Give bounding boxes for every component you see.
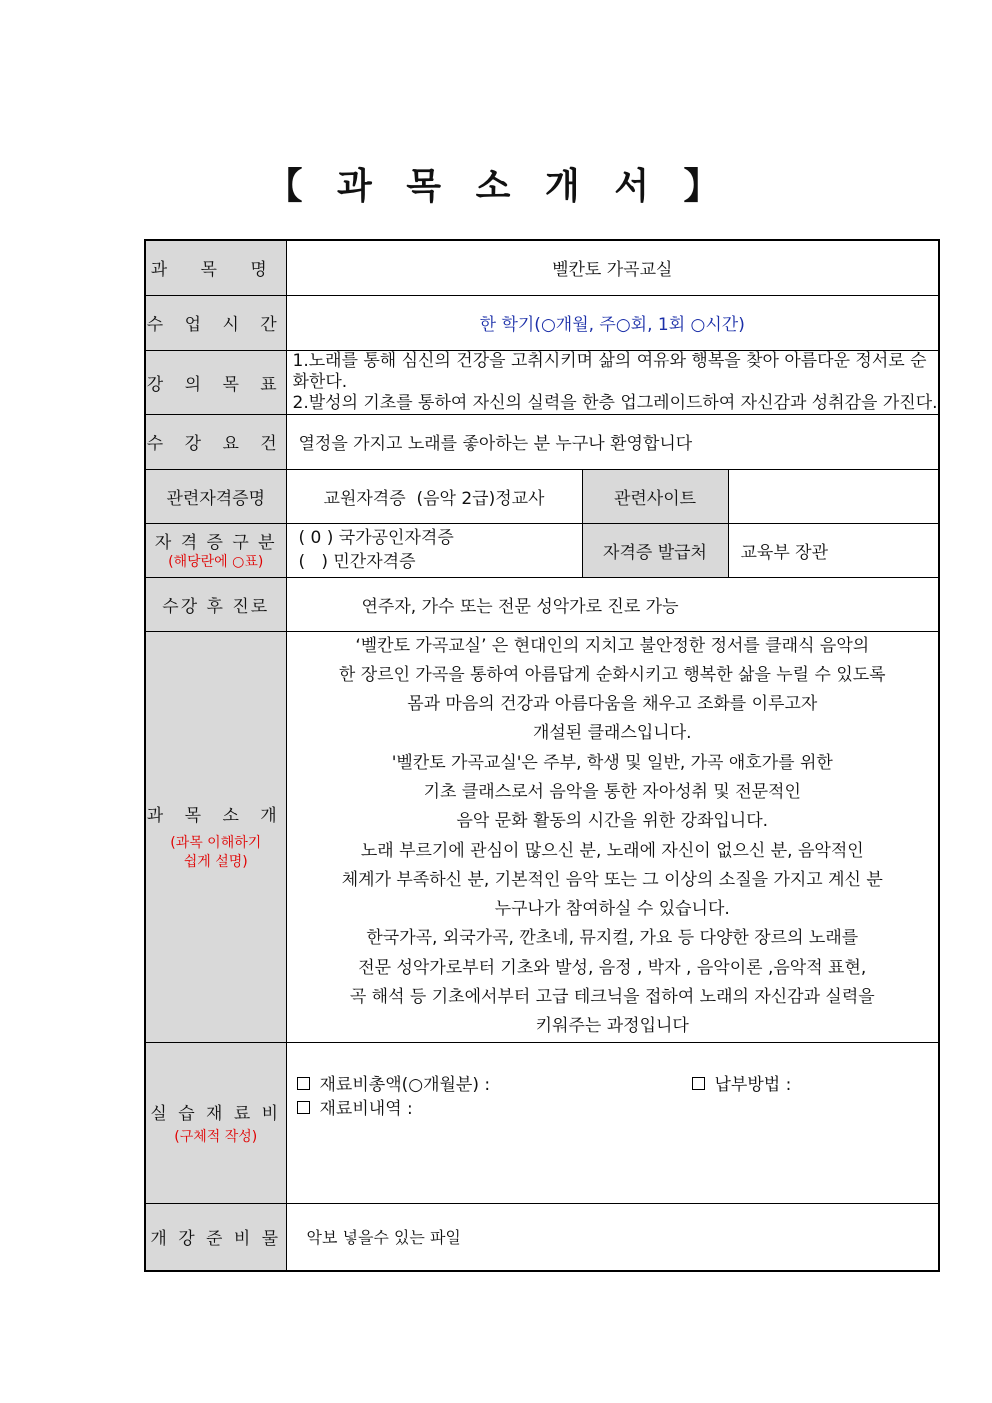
document-title: 【 과 목 소 개 서 】 [266,166,726,207]
checkbox-icon[interactable] [692,1077,705,1090]
row-career [145,577,939,631]
row-cert-type [145,523,939,577]
value-cert-type [286,523,582,577]
intro-line: 키워주는 과정입니다 [535,1016,689,1037]
value-certificate: 교원자격증 (음악 2급)정교사 [286,469,582,523]
label-requirement: 수 강 요 건 [145,414,286,469]
row-goal [145,350,939,414]
row-requirement [145,414,939,469]
row-prep [145,1203,939,1271]
label-goal: 강 의 목 표 [145,350,286,414]
row-subject [145,240,939,295]
label-prep: 개 강 준 비 물 [145,1203,286,1271]
intro-line: 개설된 클래스입니다. [532,723,692,744]
label-certificate: 관련자격증명 [145,469,286,523]
value-intro [286,631,939,1042]
label-cert-type: 자 격 증 구 분 (해당란에 ○표) [145,523,286,577]
intro-line: 음악 문화 활동의 시간을 위한 강좌입니다. [456,811,769,832]
intro-line: '벨칸토 가곡교실'은 주부, 학생 및 일반, 가곡 애호가를 위한 [391,752,833,773]
intro-line: 몸과 마음의 건강과 아름다움을 채우고 조화를 이루고자 [407,694,818,715]
label-materials: 실 습 재 료 비 (구체적 작성) [145,1042,286,1203]
label-intro: 과 목 소 개 (과목 이해하기 쉽게 설명) [145,631,286,1042]
goal-line-2: 2.발성의 기초를 통하여 자신의 실력을 한층 업그레이드하여 자신감과 성취감을 가진다. [292,392,938,413]
materials-detail: 재료비내역 : [319,1098,413,1119]
value-materials [286,1042,939,1203]
row-time [145,295,939,350]
checkbox-icon[interactable] [297,1077,310,1090]
value-subject: 벨칸토 가곡교실 [286,240,939,295]
label-issuer: 자격증 발급처 [582,523,728,577]
cert-type-note: (해당란에 ○표) [168,554,264,570]
row-materials [145,1042,939,1203]
label-time: 수 업 시 간 [145,295,286,350]
row-certificate [145,469,939,523]
value-requirement: 열정을 가지고 노래를 좋아하는 분 누구나 환영합니다 [286,414,939,469]
intro-line: 체계가 부족하신 분, 기본적인 음악 또는 그 이상의 소질을 가지고 계신 분 [341,869,883,890]
row-intro [145,631,939,1042]
label-subject: 과 목 명 [145,240,286,295]
cert-option-private: ( ) 민간자격증 [298,552,416,572]
value-issuer: 교육부 장관 [728,523,939,577]
materials-payment: 납부방법 : [714,1074,792,1095]
materials-note: (구체적 작성) [174,1128,258,1145]
cert-option-national: ( 0 ) 국가공인자격증 [298,528,454,548]
goal-line-1: 1.노래를 통해 심신의 건강을 고취시키며 삶의 여유와 행복을 찾아 아름다운 정서로 순화한다. [292,350,927,392]
intro-line: 한 장르인 가곡을 통하여 아름답게 순화시키고 행복한 삶을 누릴 수 있도록 [338,664,886,685]
intro-line: 전문 성악가로부터 기초와 발성, 음정 , 박자 , 음악이론 ,음악적 표현, [358,957,867,978]
value-goal [286,350,939,414]
value-site [728,469,939,523]
value-time: 한 학기(○개월, 주○회, 1회 ○시간) [286,295,939,350]
checkbox-icon[interactable] [297,1101,310,1114]
intro-line: 기초 클래스로서 음악을 통한 자아성취 및 전문적인 [423,781,801,802]
intro-line: 노래 부르기에 관심이 많으신 분, 노래에 자신이 없으신 분, 음악적인 [360,840,864,861]
value-prep: 악보 넣을수 있는 파일 [286,1203,939,1271]
intro-note: (과목 이해하기 쉽게 설명) [170,835,262,871]
label-site: 관련사이트 [582,469,728,523]
value-career: 연주자, 가수 또는 전문 성악가로 진로 가능 [286,577,939,631]
subject-intro-form [144,239,940,1272]
intro-line: 한국가곡, 외국가곡, 깐초네, 뮤지컬, 가요 등 다양한 장르의 노래를 [366,928,859,949]
label-career: 수강 후 진로 [145,577,286,631]
intro-line: ‘벨칸토 가곡교실’ 은 현대인의 지치고 불안정한 정서를 클래식 음악의 [355,635,870,656]
intro-line: 곡 해석 등 기초에서부터 고급 테크닉을 접하여 노래의 자신감과 실력을 [349,987,875,1008]
intro-line: 누구나가 참여하실 수 있습니다. [494,899,730,920]
materials-total: 재료비총액(○개월분) : [319,1074,491,1095]
